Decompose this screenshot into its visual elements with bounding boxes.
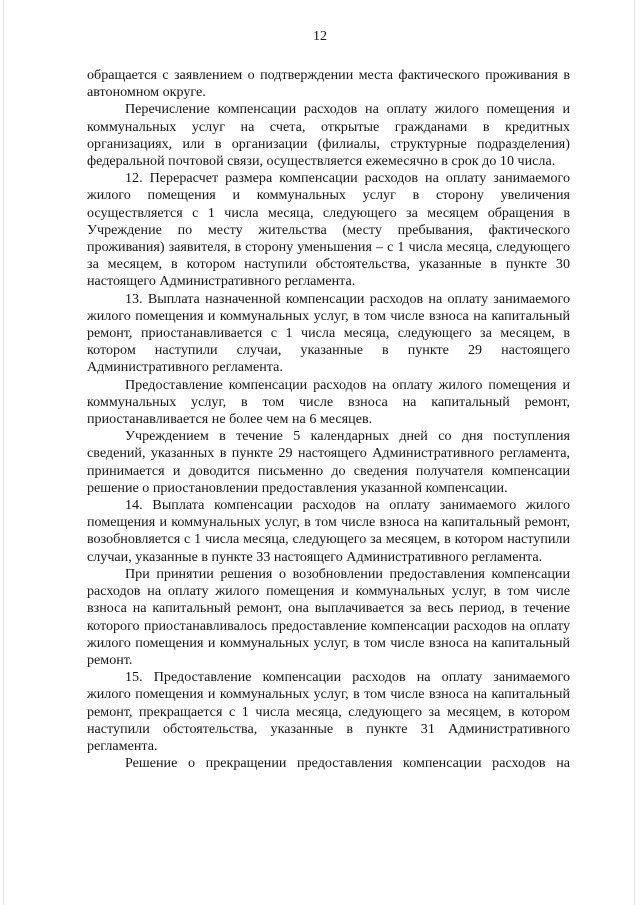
paragraph: Предоставление компенсации расходов на оплату жилого помещения и коммунальных услуг, в том числе взноса на капитальный ремонт, приостанавливается не более чем на 6 месяцев. (87, 376, 570, 428)
paragraph: обращается с заявлением о подтверждении места фактического проживания в автономном округе. (87, 67, 570, 101)
paragraph: 14. Выплата компенсации расходов на оплату занимаемого жилого помещения и коммунальных услуг, в том числе взноса на капитальный ремонт, возобновляется с 1 числа месяца, следующего за месяцем, в котором наступили случаи, указанные в пункте 33 настоящего Административного регламента. (87, 497, 570, 565)
scan-edge-left (3, 0, 4, 905)
paragraph: При принятии решения о возобновлении предоставления компенсации расходов на оплату жилого помещения и коммунальных услуг, в том числе взноса на капитальный ремонт, она выплачивается за весь период, в течение которого приостанавливалось предоставление компенсации расходов на оплату жилого помещения и коммунальных услуг, в том числе взноса на капитальный ремонт. (87, 565, 570, 668)
paragraph: 13. Выплата назначенной компенсации расходов на оплату занимаемого жилого помещения и коммунальных услуг, в том числе взноса на капитальный ремонт, приостанавливается с 1 числа месяца, следующего за месяцем, в котором наступили случаи, указанные в пункте 29 настоящего Административного регламента. (87, 290, 570, 376)
paragraph: Перечисление компенсации расходов на оплату жилого помещения и коммунальных услуг на счета, открытые гражданами в кредитных организациях, или в организации (филиалы, структурные подразделения) федеральной почтовой связи, осуществляется ежемесячно в срок до 10 числа. (87, 101, 570, 170)
document-body (87, 67, 570, 772)
paragraph: 12. Перерасчет размера компенсации расходов на оплату занимаемого жилого помещения и коммунальных услуг в сторону увеличения осуществляется с 1 числа месяца, следующего за месяцем обращения в Учреждение по месту жительства (месту пребывания, фактического проживания) заявителя, в сторону уменьшения – с 1 числа месяца, следующего за месяцем, в котором наступили обстоятельства, указанные в пункте 30 настоящего Административного регламента. (87, 170, 570, 290)
paragraph: 15. Предоставление компенсации расходов на оплату занимаемого жилого помещения и коммунальных услуг, в том числе взноса на капитальный ремонт, прекращается с 1 числа месяца, следующего за месяцем, в котором наступили обстоятельства, указанные в пункте 31 Административного регламента. (87, 669, 570, 754)
paragraph: Решение о прекращении предоставления компенсации расходов на (125, 755, 570, 772)
page-number: 12 (313, 29, 327, 44)
scan-edge-right (634, 0, 635, 905)
paragraph: Учреждением в течение 5 календарных дней со дня поступления сведений, указанных в пункте 29 настоящего Административного регламента, принимается и доводится письменно до сведения получателя компенсации решение о приостановлении предоставления указанной компенсации. (87, 428, 570, 496)
